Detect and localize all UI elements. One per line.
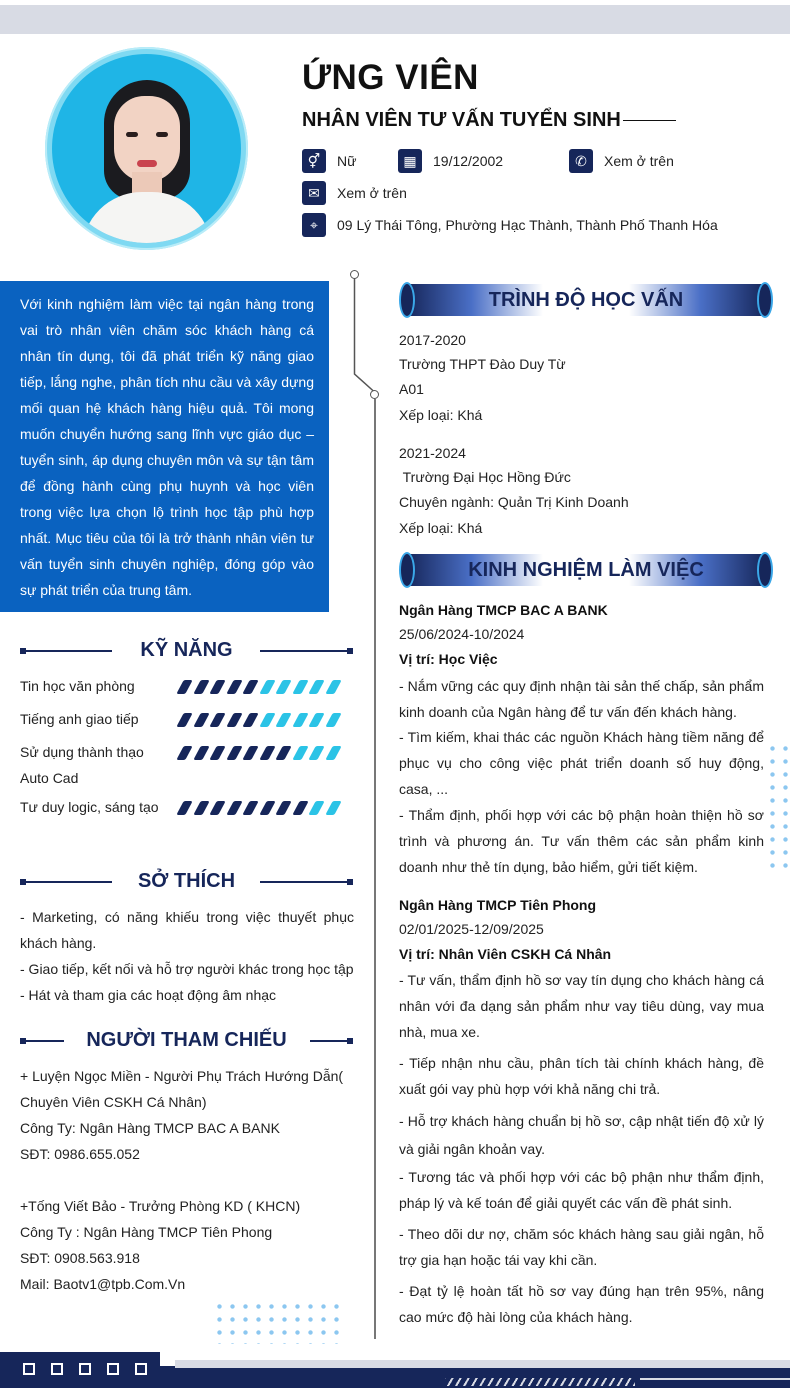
job-duty: - Nắm vững các quy định nhận tài sản thế chấp, sản phẩm kinh doanh của Ngân hàng để tư vấn đến khách hàng. <box>399 678 764 720</box>
skill-stripe-filled <box>193 801 209 815</box>
skill-bar <box>176 746 346 760</box>
reference-line: SĐT: 0986.655.052 <box>20 1146 140 1162</box>
job-duty: - Tiếp nhận nhu cầu, phân tích tài chính khách hàng, đề xuất gói vay phù hợp với khả năng chi trả. <box>399 1055 764 1097</box>
edu-detail: A01 <box>399 381 424 397</box>
location-icon: ⌖ <box>302 213 326 237</box>
skill-stripe-empty <box>275 680 291 694</box>
edu-year: 2021-2024 <box>399 445 466 461</box>
skill-stripe-filled <box>242 713 258 727</box>
section-rule <box>24 881 112 883</box>
job-duty: - Tìm kiếm, khai thác các nguồn Khách hàng tiềm năng để phục vụ cho công việc phát triển doanh số huy động, casa, ... <box>399 729 764 797</box>
skill-stripe-filled <box>209 713 225 727</box>
skill-stripe-filled <box>226 680 242 694</box>
skill-stripe-empty <box>308 713 324 727</box>
edu-grade: Xếp loại: Khá <box>399 520 483 536</box>
job-duty: - Đạt tỷ lệ hoàn tất hồ sơ vay đúng hạn trên 95%, nâng cao mức độ hài lòng của khách hàng. <box>399 1283 764 1325</box>
dot-pattern-decor <box>766 742 792 868</box>
job-duty: - Thẩm định, phối hợp với các bộ phận hoàn thiện hồ sơ trình và phương án. Tư vấn thêm các sản phẩm kinh doanh như thẻ tín dụng, bảo hiểm, gửi tiết kiệm. <box>399 807 764 875</box>
job-duty: - Hỗ trợ khách hàng chuẩn bị hồ sơ, cập nhật tiến độ xử lý và giải ngân khoản vay. <box>399 1113 764 1157</box>
skill-bar <box>176 713 346 727</box>
hobby-item: - Hát và tham gia các hoạt động âm nhạc <box>20 987 277 1003</box>
education-banner <box>399 282 773 318</box>
footer-square-icon <box>23 1363 35 1375</box>
experience-banner <box>399 552 773 588</box>
skill-stripe-filled <box>259 801 275 815</box>
job-period: 02/01/2025-12/09/2025 <box>399 921 544 937</box>
references-heading: NGƯỜI THAM CHIẾU <box>86 1029 287 1051</box>
skill-stripe-filled <box>209 746 225 760</box>
skill-stripe-filled <box>193 713 209 727</box>
skill-stripe-filled <box>226 713 242 727</box>
skill-stripe-empty <box>325 680 341 694</box>
footer-decor <box>175 1360 790 1368</box>
section-marker <box>347 879 353 885</box>
skill-bar <box>176 680 346 694</box>
hobbies-heading: SỞ THÍCH <box>137 870 236 892</box>
calendar-icon: ▦ <box>398 149 422 173</box>
reference-line: SĐT: 0908.563.918 <box>20 1250 140 1266</box>
skill-stripe-filled <box>176 801 192 815</box>
reference-line: +Tống Viết Bảo - Trưởng Phòng KD ( KHCN) <box>20 1198 301 1214</box>
dot-pattern-decor <box>213 1300 343 1344</box>
reference-line: Công Ty : Ngân Hàng TMCP Tiên Phong <box>20 1224 273 1240</box>
job-period: 25/06/2024-10/2024 <box>399 626 525 642</box>
timeline-dot <box>370 390 379 399</box>
skill-stripe-filled <box>242 746 258 760</box>
skill-stripe-filled <box>242 801 258 815</box>
skills-heading: KỸ NĂNG <box>140 639 233 661</box>
skill-label: Tư duy logic, sáng tạo <box>20 799 159 815</box>
job-duty: - Tư vấn, thẩm định hồ sơ vay tín dụng cho khách hàng cá nhân với đa dạng sản phẩm như vay tiêu dùng, vay mua nhà, mua xe. <box>399 972 764 1040</box>
phone-icon: ✆ <box>569 149 593 173</box>
footer-hatch <box>445 1378 635 1386</box>
section-marker <box>347 648 353 654</box>
footer-line <box>640 1378 790 1380</box>
section-rule <box>260 881 348 883</box>
hobby-item: - Giao tiếp, kết nối và hỗ trợ người khác trong học tập <box>20 961 354 977</box>
job-duty: - Tương tác và phối hợp với các bộ phận như thẩm định, pháp lý và kế toán để giải quyết các vấn đề phát sinh. <box>399 1169 764 1211</box>
candidate-name: ỨNG VIÊN <box>302 58 479 97</box>
section-rule <box>260 650 348 652</box>
skill-stripe-empty <box>259 680 275 694</box>
hobby-item: - Marketing, có năng khiếu trong việc thuyết phục khách hàng. <box>20 909 354 951</box>
skill-stripe-filled <box>193 746 209 760</box>
skill-stripe-empty <box>275 713 291 727</box>
birthday-value: 19/12/2002 <box>433 153 504 169</box>
section-rule <box>310 1040 350 1042</box>
job-company: Ngân Hàng TMCP Tiên Phong <box>399 897 597 913</box>
phone-value: Xem ở trên <box>604 153 674 169</box>
timeline-line <box>374 399 376 1339</box>
skill-stripe-filled <box>176 746 192 760</box>
avatar <box>52 54 241 243</box>
skill-label: Tiếng anh giao tiếp <box>20 711 139 727</box>
job-title-rule <box>623 120 676 121</box>
skill-stripe-filled <box>176 680 192 694</box>
skill-stripe-empty <box>292 746 308 760</box>
skill-label: Sử dụng thành thạo Auto Cad <box>20 744 144 786</box>
edu-school: Trường Đại Học Hồng Đức <box>399 469 571 485</box>
skill-label: Tin học văn phòng <box>20 678 135 694</box>
skill-stripe-empty <box>259 713 275 727</box>
edu-school: Trường THPT Đào Duy Từ <box>399 356 566 372</box>
skill-stripe-empty <box>325 713 341 727</box>
skill-stripe-filled <box>275 801 291 815</box>
top-decor-bar <box>0 5 790 34</box>
section-rule <box>24 650 112 652</box>
skill-stripe-empty <box>292 680 308 694</box>
timeline-connector <box>340 278 385 394</box>
job-company: Ngân Hàng TMCP BAC A BANK <box>399 602 608 618</box>
skill-stripe-filled <box>209 680 225 694</box>
skill-stripe-empty <box>308 801 324 815</box>
edu-grade: Xếp loại: Khá <box>399 407 483 423</box>
skill-stripe-filled <box>242 680 258 694</box>
edu-detail: Chuyên ngành: Quản Trị Kinh Doanh <box>399 494 629 510</box>
skill-stripe-filled <box>226 801 242 815</box>
career-summary: Với kinh nghiệm làm việc tại ngân hàng trong vai trò nhân viên chăm sóc khách hàng cá nhân tín dụng, tôi đã phát triển kỹ năng giao tiếp, lắng nghe, phân tích nhu cầu và xây dựng mối quan hệ khách hàng hiệu quả. Tôi mong muốn chuyển hướng sang lĩnh vực giáo dục – tuyển sinh, áp dụng chuyên môn và sự tận tâm để đồng hành cùng phụ huynh và học viên trong việc lựa chọn lộ trình học tập phù hợp nhất. Mục tiêu của tôi là trở thành nhân viên tư vấn tuyển sinh chuyên nghiệp, đóng góp vào sự phát triển của trung tâm. <box>0 281 329 612</box>
job-title: NHÂN VIÊN TƯ VẤN TUYỂN SINH <box>302 109 621 131</box>
skill-stripe-filled <box>292 801 308 815</box>
skill-stripe-empty <box>308 680 324 694</box>
skill-bar <box>176 801 346 815</box>
job-position: Vị trí: Nhân Viên CSKH Cá Nhân <box>399 946 612 962</box>
experience-heading: KINH NGHIỆM LÀM VIỆC <box>468 559 704 581</box>
job-duty: - Theo dõi dư nợ, chăm sóc khách hàng sau giải ngân, hỗ trợ gia hạn hoặc tái vay khi cần. <box>399 1226 764 1268</box>
reference-line: + Luyện Ngọc Miền - Người Phụ Trách Hướng Dẫn( Chuyên Viên CSKH Cá Nhân) <box>20 1068 344 1110</box>
gender-value: Nữ <box>337 153 357 169</box>
footer-square-icon <box>79 1363 91 1375</box>
section-rule <box>24 1040 64 1042</box>
skill-stripe-filled <box>259 746 275 760</box>
skill-stripe-filled <box>226 746 242 760</box>
skill-stripe-empty <box>325 746 341 760</box>
skill-stripe-empty <box>292 713 308 727</box>
footer-square-icon <box>135 1363 147 1375</box>
skill-stripe-empty <box>325 801 341 815</box>
skill-stripe-empty <box>308 746 324 760</box>
gender-icon: ⚥ <box>302 149 326 173</box>
job-position: Vị trí: Học Việc <box>399 651 498 667</box>
reference-line: Công Ty: Ngân Hàng TMCP BAC A BANK <box>20 1120 280 1136</box>
email-value: Xem ở trên <box>337 185 407 201</box>
skill-stripe-filled <box>176 713 192 727</box>
footer-square-icon <box>51 1363 63 1375</box>
education-heading: TRÌNH ĐỘ HỌC VẤN <box>488 289 684 311</box>
skill-stripe-filled <box>275 746 291 760</box>
skill-stripe-filled <box>193 680 209 694</box>
edu-year: 2017-2020 <box>399 332 466 348</box>
address-value: 09 Lý Thái Tông, Phường Hạc Thành, Thành Phố Thanh Hóa <box>337 217 718 233</box>
section-marker <box>347 1038 353 1044</box>
footer-square-icon <box>107 1363 119 1375</box>
mail-icon: ✉ <box>302 181 326 205</box>
skill-stripe-filled <box>209 801 225 815</box>
reference-line: Mail: Baotv1@tpb.Com.Vn <box>20 1276 186 1292</box>
